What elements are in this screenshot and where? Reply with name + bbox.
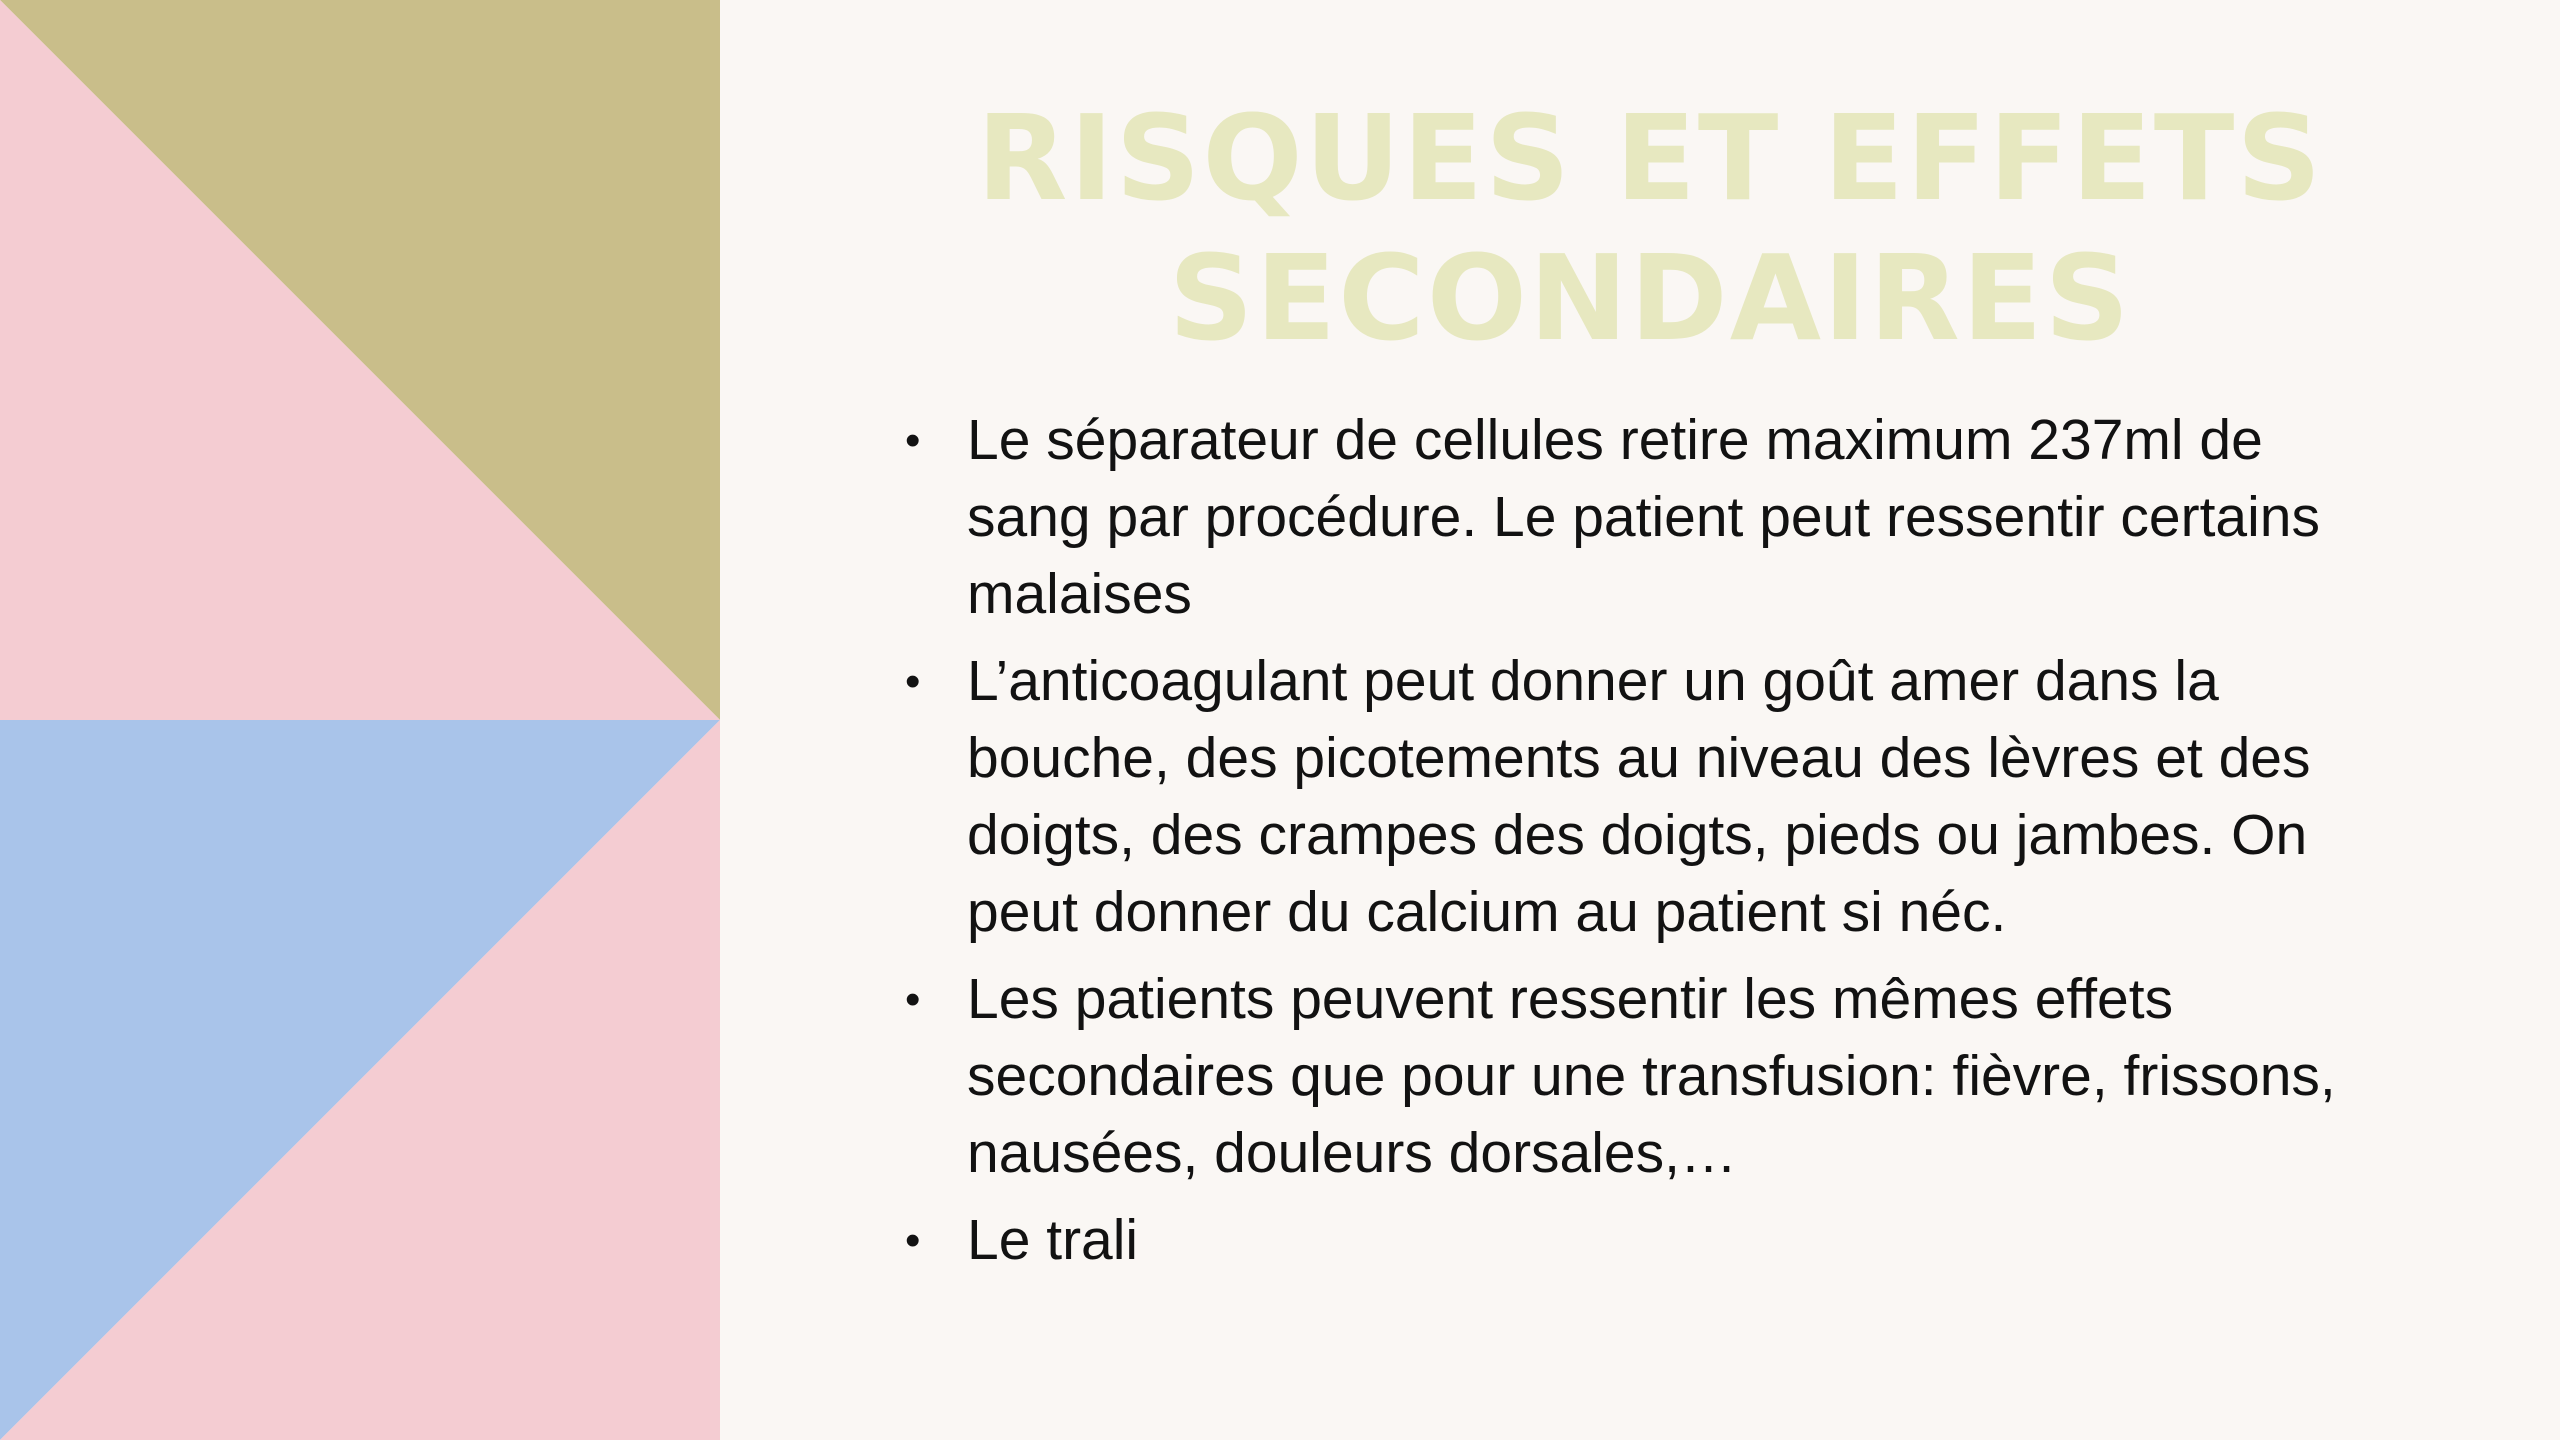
bullet-marker: • — [905, 975, 921, 1024]
slide-title — [860, 88, 2440, 368]
bullet-marker: • — [905, 416, 921, 465]
bullet-marker: • — [905, 657, 921, 706]
bullet-item — [900, 1202, 2340, 1279]
bullet-text: Le séparateur de cellules retire maximum 237ml de sang par procédure. Le patient peut ressentir certains malaises — [967, 408, 2320, 626]
bullet-text: Le trali — [967, 1208, 1139, 1272]
bullet-item — [900, 402, 2340, 633]
bullet-marker: • — [905, 1216, 921, 1265]
bullet-list — [900, 402, 2340, 1289]
bullet-text: Les patients peuvent ressentir les mêmes effets secondaires que pour une transfusion: fièvre, frissons, nausées, douleurs dorsales,… — [967, 967, 2336, 1185]
bullet-item — [900, 643, 2340, 951]
decorative-triangles — [0, 0, 720, 1440]
bullet-item — [900, 961, 2340, 1192]
title-line-1: RISQUES ET EFFETS — [976, 89, 2324, 227]
bullet-text: L’anticoagulant peut donner un goût amer dans la bouche, des picotements au niveau des lèvres et des doigts, des crampes des doigts, pieds ou jambes. On peut donner du calcium au patient si néc. — [967, 649, 2311, 944]
title-line-2: SECONDAIRES — [1168, 229, 2132, 367]
